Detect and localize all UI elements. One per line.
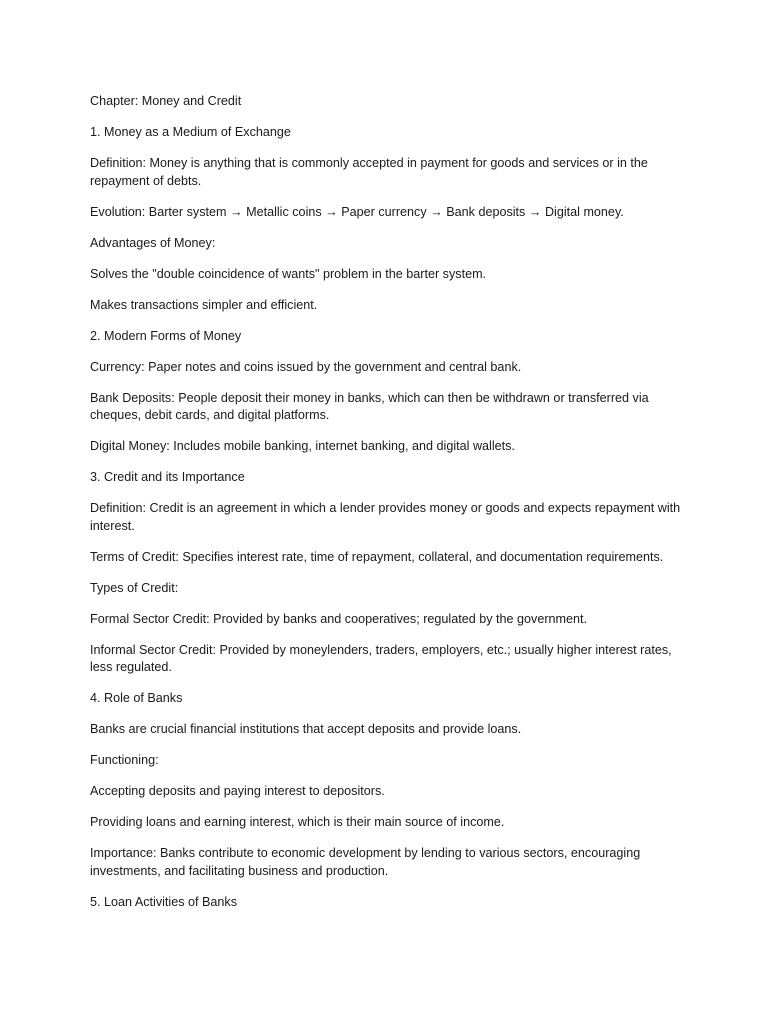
- paragraph: Formal Sector Credit: Provided by banks and cooperatives; regulated by the government.: [90, 611, 588, 626]
- paragraph: Definition: Money is anything that is commonly accepted in payment for goods and services or in the repayment of debts.: [90, 156, 648, 188]
- paragraph: Types of Credit:: [90, 580, 179, 595]
- paragraph: Functioning:: [90, 753, 159, 767]
- section-heading-3: 3. Credit and its Importance: [90, 470, 245, 484]
- paragraph: Solves the "double coincidence of wants" problem in the barter system.: [90, 266, 487, 281]
- document-body: [90, 93, 690, 925]
- section-heading-4: 4. Role of Banks: [90, 691, 183, 705]
- paragraph: Makes transactions simpler and efficient.: [90, 297, 318, 312]
- paragraph: Importance: Banks contribute to economic development by lending to various sectors, encouraging investments, and facilitating business and production.: [90, 846, 641, 878]
- paragraph: Banks are crucial financial institutions that accept deposits and provide loans.: [90, 722, 522, 736]
- paragraph: Informal Sector Credit: Provided by moneylenders, traders, employers, etc.; usually higher interest rates, less regulated.: [90, 642, 672, 674]
- paragraph: Providing loans and earning interest, which is their main source of income.: [90, 815, 505, 829]
- paragraph: Definition: Credit is an agreement in which a lender provides money or goods and expects repayment with interest.: [90, 501, 681, 533]
- paragraph: Accepting deposits and paying interest to depositors.: [90, 784, 385, 798]
- paragraph: Bank Deposits: People deposit their money in banks, which can then be withdrawn or transferred via cheques, debit cards, and digital platforms.: [90, 390, 649, 422]
- section-heading-2: 2. Modern Forms of Money: [90, 328, 242, 343]
- paragraph: Advantages of Money:: [90, 235, 216, 250]
- paragraph: Evolution: Barter system → Metallic coins → Paper currency → Bank deposits → Digital money.: [90, 204, 624, 219]
- section-heading-1: 1. Money as a Medium of Exchange: [90, 125, 291, 139]
- paragraph: Currency: Paper notes and coins issued by the government and central bank.: [90, 359, 522, 374]
- paragraph: Terms of Credit: Specifies interest rate, time of repayment, collateral, and documentation requirements.: [90, 549, 664, 564]
- chapter-title: Chapter: Money and Credit: [90, 94, 242, 108]
- section-heading-5: 5. Loan Activities of Banks: [90, 894, 238, 909]
- paragraph: Digital Money: Includes mobile banking, internet banking, and digital wallets.: [90, 439, 515, 453]
